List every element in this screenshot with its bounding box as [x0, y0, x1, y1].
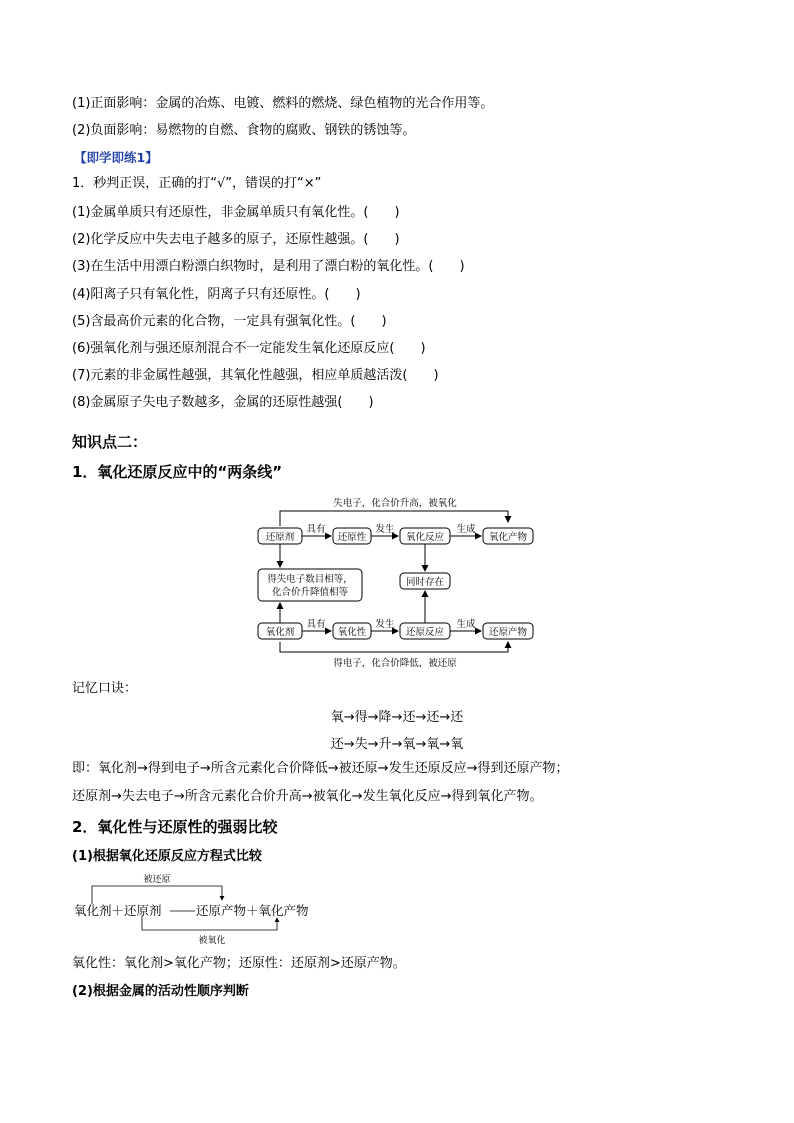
- box-equal-electrons-line1: 得失电子数目相等，: [267, 574, 353, 585]
- box-oxidation-reaction: 氧化反应: [405, 532, 445, 543]
- subsection-strength-comparison: 2．氧化性与还原性的强弱比较: [72, 818, 278, 836]
- box-coexist: 同时存在: [405, 577, 445, 588]
- practice-item-2: (2)化学反应中失去电子越多的原子，还原性越强。( ): [72, 232, 400, 247]
- diagram-top-label: 失电子，化合价升高，被氧化: [333, 498, 457, 509]
- practice-item-5: (5)含最高价元素的化合物，一定具有强氧化性。( ): [72, 314, 387, 329]
- positive-effects-line: (1)正面影响：金属的冶炼、电镀、燃料的燃烧、绿色植物的光合作用等。: [72, 96, 494, 111]
- equation-bottom-label: 被氧化: [198, 936, 226, 946]
- edge-label-have-top: 具有: [306, 524, 326, 535]
- edge-label-produce-bottom: 生成: [456, 619, 476, 630]
- practice-item-4: (4)阳离子只有氧化性，阴离子只有还原性。( ): [72, 287, 361, 302]
- equation-top-label: 被还原: [143, 875, 171, 885]
- practice-instruction: 1．秒判正误，正确的打“√”，错误的打“×”: [72, 176, 322, 191]
- box-reduction-product: 还原产物: [488, 627, 528, 638]
- equation-lhs: 氧化剂＋还原剂: [74, 903, 162, 918]
- method-equation-heading: (1)根据氧化还原反应方程式比较: [72, 849, 262, 864]
- negative-effects-line: (2)负面影响：易燃物的自燃、食物的腐败、钢铁的锈蚀等。: [72, 123, 416, 138]
- diagram-bottom-label: 得电子，化合价降低，被还原: [333, 658, 457, 669]
- two-lines-diagram: [240, 492, 540, 672]
- box-reductant: 还原剂: [265, 532, 295, 543]
- explanation-oxidant: 即：氧化剂→得到电子→所含元素化合价降低→被还原→发生还原反应→得到还原产物；: [72, 761, 569, 776]
- equation-rhs: 还原产物＋氧化产物: [196, 903, 309, 918]
- equation-diagram: [72, 870, 332, 950]
- box-equal-electrons-line2: 化合价升降值相等: [271, 587, 349, 598]
- comparison-conclusion: 氧化性：氧化剂>氧化产物；还原性：还原剂>还原产物。: [72, 956, 406, 971]
- subsection-two-lines: 1．氧化还原反应中的“两条线”: [72, 463, 283, 481]
- practice-item-7: (7)元素的非金属性越强，其氧化性越强，相应单质越活泼( ): [72, 368, 439, 383]
- box-oxidation-product: 氧化产物: [488, 532, 528, 543]
- practice-item-3: (3)在生活中用漂白粉漂白织物时，是利用了漂白粉的氧化性。( ): [72, 259, 465, 274]
- section-title: 知识点二：: [72, 433, 148, 451]
- method-activity-heading: (2)根据金属的活动性顺序判断: [72, 984, 249, 999]
- practice-item-8: (8)金属原子失电子数越多，金属的还原性越强( ): [72, 395, 374, 410]
- box-oxidizability: 氧化性: [337, 627, 367, 638]
- mnemonic-label: 记忆口诀：: [72, 681, 138, 696]
- edge-label-occur-bottom: 发生: [375, 619, 395, 630]
- mnemonic-line-2: 还→失→升→氧→氧→氧: [330, 737, 464, 752]
- edge-label-have-bottom: 具有: [306, 619, 326, 630]
- box-oxidant: 氧化剂: [265, 627, 295, 638]
- box-reducibility: 还原性: [337, 532, 367, 543]
- box-reduction-reaction: 还原反应: [405, 627, 445, 638]
- edge-label-produce-top: 生成: [456, 524, 476, 535]
- practice-heading: 【即学即练1】: [74, 150, 158, 165]
- practice-item-6: (6)强氧化剂与强还原剂混合不一定能发生氧化还原反应( ): [72, 341, 426, 356]
- explanation-reductant: 还原剂→失去电子→所含元素化合价升高→被氧化→发生氧化反应→得到氧化产物。: [72, 789, 543, 804]
- edge-label-occur-top: 发生: [375, 524, 395, 535]
- mnemonic-line-1: 氧→得→降→还→还→还: [330, 710, 464, 725]
- practice-item-1: (1)金属单质只有还原性，非金属单质只有氧化性。( ): [72, 205, 400, 220]
